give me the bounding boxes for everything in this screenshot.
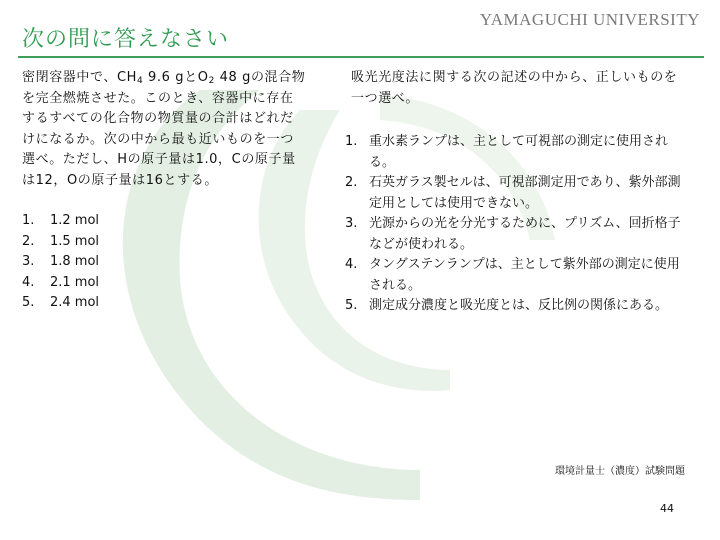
option-text: 測定成分濃度と吸光度とは、反比例の関係にある。: [369, 298, 669, 313]
right-options-list: [345, 132, 690, 317]
option-number: 2.: [345, 175, 358, 190]
option-text: タングステンランプは、主として紫外部の測定に使用される。: [369, 257, 680, 293]
list-item: [345, 173, 690, 214]
option-number: 2.: [22, 233, 35, 249]
list-item: [22, 273, 307, 294]
list-item: [345, 255, 690, 296]
option-text: 石英ガラス製セルは、可視部測定用であり、紫外部測定用としては使用できない。: [369, 175, 681, 211]
university-logo: YAMAGUCHI UNIVERSITY: [479, 10, 700, 29]
question-text-part: 48 gの混合物を完全燃焼させた。このとき、容器中に存在するすべての化合物の物質量の合計はどれだけになるか。次の中から最も近いものを一つ選べ。ただし、Hの原子量は1.0，Cの原子量は12，Oの原子量は16とする。: [22, 70, 306, 188]
list-item: [22, 232, 307, 253]
subscript: 2: [208, 76, 215, 86]
question-text-part: 密閉容器中で、CH: [22, 70, 137, 85]
option-text: 1.5 mol: [50, 233, 100, 249]
left-question-text: [22, 68, 307, 191]
list-item: [345, 132, 690, 173]
option-number: 1.: [345, 134, 358, 149]
option-number: 5.: [22, 295, 35, 310]
option-text: 重水素ランプは、主として可視部の測定に使用される。: [369, 134, 669, 170]
right-question-text: 吸光光度法に関する次の記述の中から、正しいものを一つ選べ。: [351, 70, 678, 106]
option-number: 1.: [22, 213, 35, 228]
option-number: 4.: [345, 257, 358, 272]
left-options-list: [22, 211, 307, 314]
option-number: 3.: [22, 254, 35, 269]
subscript: 4: [137, 76, 144, 86]
list-item: [22, 293, 307, 314]
list-item: [345, 296, 690, 317]
list-item: [345, 214, 690, 255]
option-text: 1.8 mol: [50, 254, 100, 269]
list-item: [22, 211, 307, 232]
option-text: 2.4 mol: [50, 295, 100, 310]
page-number: 44: [660, 502, 674, 515]
option-number: 5.: [345, 298, 358, 313]
page-title: 次の問に答えなさい: [22, 27, 230, 52]
right-question-block: [345, 68, 690, 317]
option-text: 1.2 mol: [50, 213, 100, 228]
option-text: 光源からの光を分光するために、プリズム、回折格子などが使われる。: [369, 216, 681, 252]
left-question-block: [22, 68, 307, 314]
list-item: [22, 252, 307, 273]
source-caption: 環境計量士（濃度）試験問題: [555, 466, 685, 477]
question-text-part: 9.6 gとO: [143, 70, 209, 85]
option-number: 4.: [22, 274, 35, 290]
option-text: 2.1 mol: [50, 274, 100, 290]
option-number: 3.: [345, 216, 358, 231]
title-divider: [18, 56, 704, 58]
